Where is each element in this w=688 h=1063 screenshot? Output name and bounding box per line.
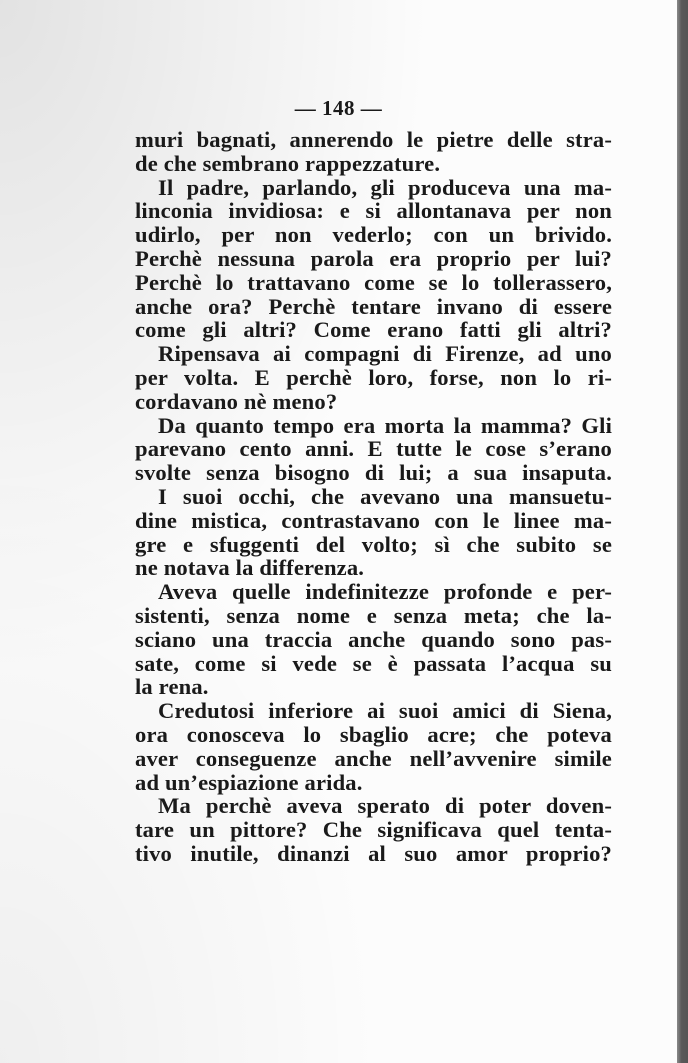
text-line: I suoi occhi, che avevano una mansuetu- [158,483,612,509]
text-line: Aveva quelle indefinitezze profonde e per- [158,579,612,605]
text-line: ora conosceva lo sbaglio acre; che poteva [135,721,612,747]
text-line: Il padre, parlando, gli produceva una ma- [158,174,612,200]
text-line: cordavano nè meno? [135,388,338,414]
page-number: — 148 — [294,96,383,120]
text-line: ad un’espiazione arida. [135,769,363,795]
text-line: tare un pittore? Che significava quel tenta- [135,817,612,843]
text-line: Ma perchè aveva sperato di poter doven- [158,793,612,819]
text-line: Da quanto tempo era morta la mamma? Gli [158,412,612,438]
text-line: Ripensava ai compagni di Firenze, ad uno [158,341,612,367]
body-text [135,128,612,866]
text-line: gre e sfuggenti del volto; sì che subito se [135,531,612,557]
text-line: come gli altri? Come erano fatti gli altri? [135,317,612,343]
text-line: Perchè lo trattavano come se lo tollerassero, [135,269,612,295]
text-line: Credutosi inferiore ai suoi amici di Siena, [158,698,612,724]
text-line: muri bagnati, annerendo le pietre delle stra- [135,127,612,152]
text-line: dine mistica, contrastavano con le linee ma- [135,507,612,533]
text-line: linconia invidiosa: e si allontanava per non [135,198,612,224]
text-line: sistenti, senza nome e senza meta; che la- [135,602,612,628]
text-line: per volta. E perchè loro, forse, non lo ri- [135,364,612,390]
text-line: anche ora? Perchè tentare invano di essere [135,293,612,319]
text-line: sciano una traccia anche quando sono pas- [135,626,612,652]
text-line: aver conseguenze anche nell’avvenire simile [135,745,612,771]
text-line: sate, come si vede se è passata l’acqua su [135,650,612,676]
text-line: de che sembrano rappezzature. [135,150,441,176]
text-line: ne notava la differenza. [135,555,365,581]
text-line: svolte senza bisogno di lui; a sua insaputa. [135,460,612,486]
page-edge-shadow [677,0,688,1063]
text-line: la rena. [135,674,209,700]
text-line: Perchè nessuna parola era proprio per lui? [135,245,612,271]
text-line: udirlo, per non vederlo; con un brivido. [135,222,612,248]
text-line: parevano cento anni. E tutte le cose s’erano [135,436,612,462]
text-line: tivo inutile, dinanzi al suo amor proprio? [135,840,612,866]
